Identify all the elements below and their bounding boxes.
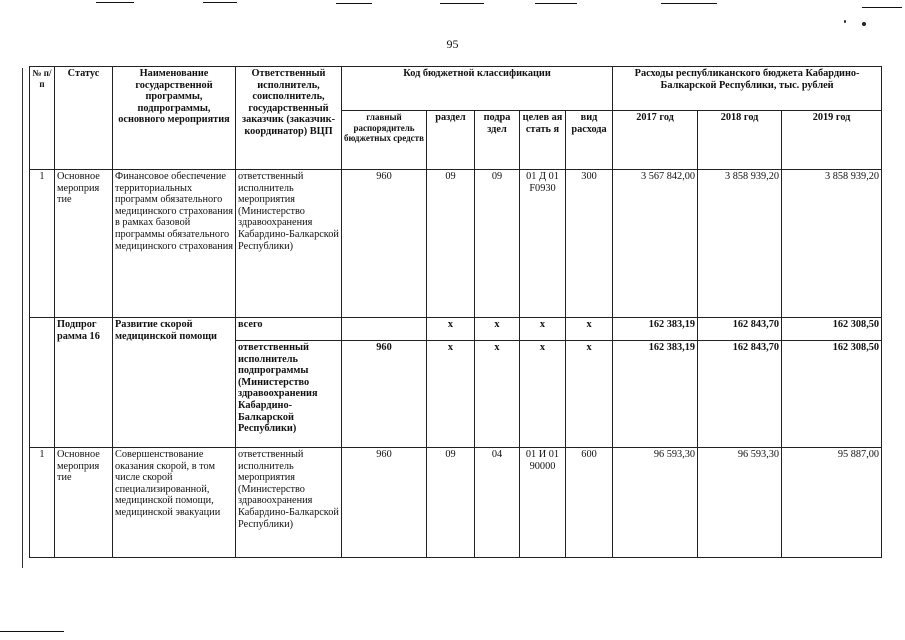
header-expenses: Расходы республиканского бюджета Кабардино-Балкарской Республики, тыс. рублей: [613, 67, 882, 111]
cell-2019: 162 308,50: [782, 341, 882, 448]
cell-status: Основное мероприя тие: [55, 170, 113, 318]
cell-razdel: 09: [427, 170, 475, 318]
header-grbs: главный распорядитель бюджетных средств: [342, 111, 427, 170]
scan-mark: [0, 631, 64, 632]
cell-2017: 3 567 842,00: [613, 170, 698, 318]
cell-grbs: 960: [342, 448, 427, 558]
cell-2018: 3 858 939,20: [698, 170, 782, 318]
cell-name: Финансовое обеспечение территориальных программ обязательного медицинского страхования в рамках базовой программы обязательного медицинского страхования: [113, 170, 236, 318]
cell-status: Основное мероприя тие: [55, 448, 113, 558]
header-executor: Ответственный исполнитель, соисполнитель, государственный заказчик (заказчик-координатор) ВЦП: [236, 67, 342, 170]
cell-2017: 96 593,30: [613, 448, 698, 558]
cell-grbs: 960: [342, 341, 427, 448]
cell-csr: x: [520, 318, 566, 341]
cell-2018: 162 843,70: [698, 318, 782, 341]
cell-name: Совершенствование оказания скорой, в том числе скорой специализированной, медицинской помощи, медицинской эвакуации: [113, 448, 236, 558]
cell-2017: 162 383,19: [613, 318, 698, 341]
scan-mark: [440, 3, 484, 4]
cell-csr: 01 И 01 90000: [520, 448, 566, 558]
cell-csr: x: [520, 341, 566, 448]
cell-grbs: 960: [342, 170, 427, 318]
cell-podrazdel: 04: [475, 448, 520, 558]
cell-razdel: x: [427, 318, 475, 341]
cell-status: Подпрог рамма 16: [55, 318, 113, 448]
cell-podrazdel: x: [475, 318, 520, 341]
cell-executor: всего: [236, 318, 342, 341]
scan-mark: [203, 2, 237, 3]
scan-mark: [96, 2, 134, 3]
header-2017: 2017 год: [613, 111, 698, 170]
cell-executor: ответственный исполнитель мероприятия (Министерство здравоохранения Кабардино-Балкарской Республики): [236, 448, 342, 558]
header-podrazdel: подра здел: [475, 111, 520, 170]
executor-text: ответственный исполнитель подпрограммы (Министерство здравоохранения Кабардино-Балкарской Республики): [238, 342, 318, 435]
header-row: [30, 67, 882, 111]
scan-mark: [862, 7, 902, 8]
cell-grbs: [342, 318, 427, 341]
scan-mark: [535, 3, 577, 4]
cell-vr: x: [566, 318, 613, 341]
header-status: Статус: [55, 67, 113, 170]
cell-podrazdel: x: [475, 341, 520, 448]
scan-mark: [336, 3, 372, 4]
budget-table: [29, 66, 882, 558]
header-name: Наименование государственной программы, подпрограммы, основного мероприятия: [113, 67, 236, 170]
cell-2017: 162 383,19: [613, 341, 698, 448]
cell-executor: [236, 341, 342, 448]
scan-mark: [661, 3, 717, 4]
cell-num: 1: [30, 170, 55, 318]
scan-dot: [862, 22, 866, 26]
header-razdel: раздел: [427, 111, 475, 170]
header-budget-code: Код бюджетной классификации: [342, 67, 613, 111]
cell-num: 1: [30, 448, 55, 558]
header-num: № п/п: [30, 67, 55, 170]
table-row: [30, 318, 882, 341]
cell-name: Развитие скорой медицинской помощи: [113, 318, 236, 448]
cell-podrazdel: 09: [475, 170, 520, 318]
scan-dot: [844, 20, 846, 23]
cell-razdel: 09: [427, 448, 475, 558]
cell-2019: 95 887,00: [782, 448, 882, 558]
cell-vr: x: [566, 341, 613, 448]
cell-2018: 96 593,30: [698, 448, 782, 558]
cell-2018: 162 843,70: [698, 341, 782, 448]
header-csr: целев ая стать я: [520, 111, 566, 170]
table-row: [30, 170, 882, 318]
cell-2019: 3 858 939,20: [782, 170, 882, 318]
header-2019: 2019 год: [782, 111, 882, 170]
header-2018: 2018 год: [698, 111, 782, 170]
cell-csr: 01 Д 01 F0930: [520, 170, 566, 318]
cell-num: [30, 318, 55, 448]
cell-razdel: x: [427, 341, 475, 448]
cell-executor: ответственный исполнитель мероприятия (Министерство здравоохранения Кабардино-Балкарской Республики): [236, 170, 342, 318]
cell-2019: 162 308,50: [782, 318, 882, 341]
table-row: [30, 448, 882, 558]
header-vr: вид расхода: [566, 111, 613, 170]
scan-margin-line: [22, 68, 23, 568]
cell-vr: 600: [566, 448, 613, 558]
page-number: 95: [446, 37, 459, 51]
cell-vr: 300: [566, 170, 613, 318]
